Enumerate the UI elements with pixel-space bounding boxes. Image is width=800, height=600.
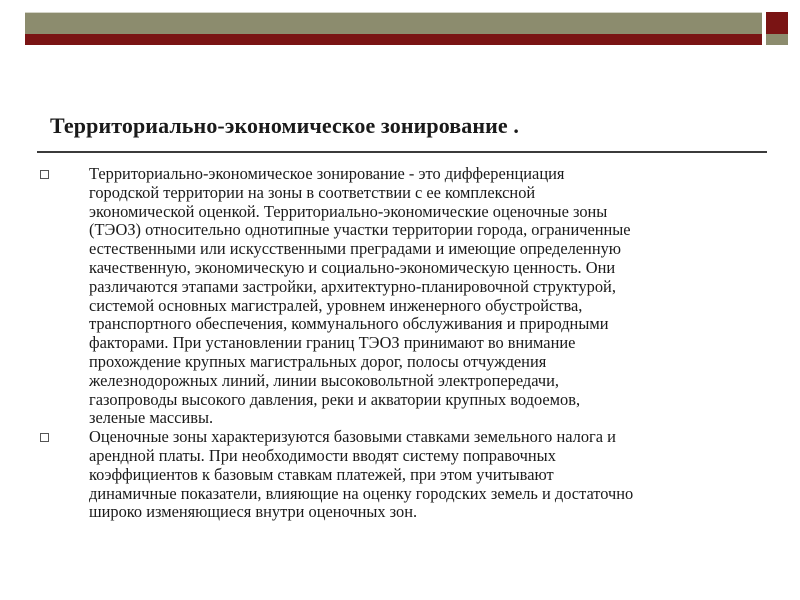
header-corner-olive — [766, 34, 788, 45]
bullet-line: городской территории на зоны в соответствии с ее комплексной — [89, 182, 536, 202]
header-bar-red — [25, 34, 762, 45]
bullet-line: качественную, экономическую и социально-экономическую ценность. Они — [89, 257, 616, 277]
bullet-line: экономической оценкой. Территориально-экономические оценочные зоны — [89, 201, 608, 221]
bullet-list — [40, 165, 770, 522]
bullet-line: транспортного обеспечения, коммунального обслуживания и природными — [89, 314, 609, 334]
bullet-line: различаются этапами застройки, архитектурно-планировочной структурой, — [89, 276, 616, 296]
bullet-line: системой основных магистралей, уровнем инженерного обустройства, — [89, 295, 583, 315]
header-bar-olive — [25, 12, 762, 35]
header-corner-red — [766, 12, 788, 34]
bullet-line: зеленые массивы. — [89, 408, 214, 428]
square-bullet-icon — [40, 433, 49, 442]
bullet-line: Оценочные зоны характеризуются базовыми ставками земельного налога и — [89, 427, 616, 447]
bullet-line: коэффициентов к базовым ставкам платежей, при этом учитывают — [89, 464, 554, 484]
bullet-line: Территориально-экономическое зонирование - это дифференциация — [89, 164, 565, 183]
bullet-line: естественными или искусственными преградами и имеющие определенную — [89, 239, 622, 259]
bullet-line: широко изменяющиеся внутри оценочных зон. — [89, 502, 418, 522]
bullet-line: динамичные показатели, влияющие на оценку городских земель и достаточно — [89, 483, 634, 503]
bullet-line: газопроводы высокого давления, реки и акватории крупных водоемов, — [89, 389, 581, 409]
title-divider — [37, 151, 767, 153]
bullet-line: (ТЭОЗ) относительно однотипные участки территории города, ограниченные — [89, 220, 631, 240]
bullet-item-1 — [40, 165, 770, 428]
square-bullet-icon — [40, 170, 49, 179]
bullet-line: железнодорожных линий, линии высоковольтной электропередачи, — [89, 370, 559, 390]
bullet-line: арендной платы. При необходимости вводят систему поправочных — [89, 445, 556, 465]
bullet-item-2 — [40, 428, 770, 522]
bullet-line: прохождение крупных магистральных дорог, полосы отчуждения — [89, 351, 547, 371]
bullet-line: факторами. При установлении границ ТЭОЗ принимают во внимание — [89, 333, 576, 353]
slide-title: Территориально-экономическое зонирование . — [50, 113, 519, 138]
